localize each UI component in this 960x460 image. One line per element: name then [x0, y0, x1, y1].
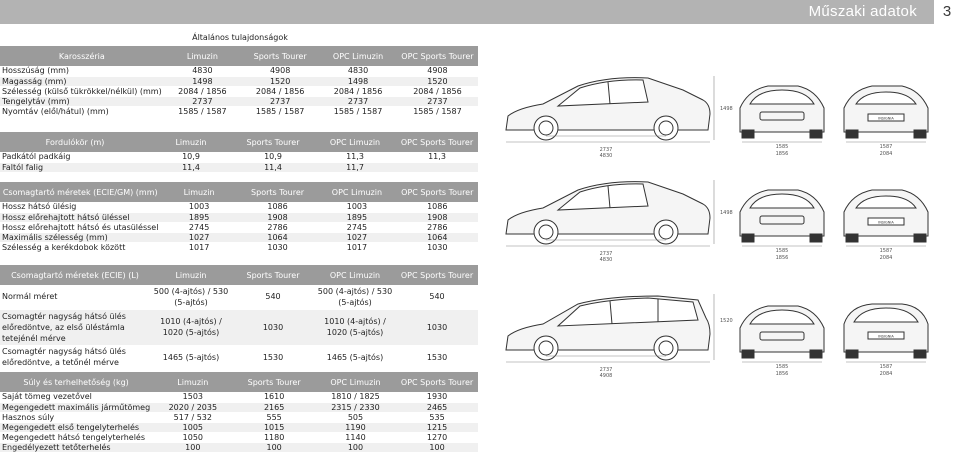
cell: 4908	[241, 66, 319, 76]
cell: 1030	[232, 309, 314, 345]
cell: 1465 (5-ajtós)	[150, 345, 232, 369]
table-row	[0, 402, 478, 412]
table-header-row	[0, 46, 478, 66]
column-header: Súly és terhelhetőség (kg)	[0, 372, 152, 392]
row-label: Hossz előrehajtott hátsó üléssel	[0, 212, 160, 222]
cell: 2020 / 2035	[152, 402, 233, 412]
page-title: Műszaki adatok	[808, 3, 917, 20]
cell: 4830	[319, 66, 397, 76]
row-label: Csomagtér nagyság hátsó ülés előredöntve, a tetőnél mérve	[0, 345, 150, 369]
cell: 2737	[164, 96, 241, 106]
column-header: OPC Sports Tourer	[396, 265, 478, 285]
front-view	[740, 190, 824, 246]
table-row	[0, 66, 478, 76]
column-header: OPC Sports Tourer	[397, 46, 478, 66]
cell: 1908	[238, 212, 318, 222]
badge-label: INSIGNIA	[878, 116, 894, 121]
table-row	[0, 96, 478, 106]
badge-label: INSIGNIA	[878, 334, 894, 339]
row-label: Tengelytáv (mm)	[0, 96, 164, 106]
cell: 1017	[317, 242, 396, 252]
column-header: OPC Limuzin	[314, 132, 396, 152]
cell: 1585 / 1587	[397, 106, 478, 116]
cell: 2786	[238, 222, 318, 232]
cell: 540	[396, 285, 478, 309]
column-header: Limuzin	[152, 372, 233, 392]
column-header: OPC Limuzin	[314, 265, 396, 285]
row-label: Padkától padkáig	[0, 152, 150, 162]
column-header: Limuzin	[160, 182, 237, 202]
cell: 1585 / 1587	[164, 106, 241, 116]
row-label: Faltól falig	[0, 162, 150, 172]
front-track-label: 1585	[775, 248, 789, 254]
cell: 1180	[233, 432, 314, 442]
length-label: 4830	[599, 257, 613, 262]
table-row	[0, 212, 478, 222]
table-row	[0, 422, 478, 432]
table-header-row	[0, 182, 478, 202]
row-label: Hossz előrehajtott hátsó és utasüléssel	[2, 222, 159, 232]
rear-view	[844, 190, 928, 246]
sedan-drawing-1	[498, 68, 960, 158]
row-label: Engedélyezett tetőterhelés	[0, 442, 152, 452]
general-specs-table	[0, 46, 478, 117]
page-number: 3	[930, 0, 960, 24]
table-row	[0, 76, 478, 86]
cell: 2737	[241, 96, 319, 106]
cell: 1027	[317, 232, 396, 242]
cell: 1086	[238, 202, 318, 212]
wheel-icon	[534, 220, 558, 244]
front-width-label: 1856	[775, 371, 789, 377]
column-header: Csomagtartó méretek (ECIE) (L)	[0, 265, 150, 285]
cell: 1520	[397, 76, 478, 86]
table-row	[0, 432, 478, 442]
cell: 1503	[152, 392, 233, 402]
column-header: Sports Tourer	[241, 46, 319, 66]
row-label: Saját tömeg vezetővel	[0, 392, 152, 402]
cell: 1190	[315, 422, 396, 432]
turning-circle-table	[0, 132, 478, 173]
cell: 555	[233, 412, 314, 422]
cell: 2737	[319, 96, 397, 106]
row-label: Hossz hátsó ülésig	[0, 202, 160, 212]
cell: 11,3	[314, 152, 396, 162]
cell: 2084 / 1856	[397, 86, 478, 96]
cell: 1015	[233, 422, 314, 432]
cell: 1520	[241, 76, 319, 86]
table-row	[0, 412, 478, 422]
column-header: Limuzin	[150, 132, 232, 152]
wheel-icon	[654, 116, 678, 140]
wheelbase-label: 2737	[599, 367, 613, 373]
cell: 1003	[160, 202, 237, 212]
cell: 1908	[397, 212, 478, 222]
side-view	[506, 294, 714, 362]
cell: 2786	[397, 222, 478, 232]
table-row	[0, 222, 478, 232]
table-row	[0, 162, 478, 172]
front-track-label: 1585	[775, 144, 789, 150]
row-label: Szélesség a kerékdobok között	[0, 242, 160, 252]
column-header: Sports Tourer	[233, 372, 314, 392]
column-header: Sports Tourer	[232, 132, 314, 152]
length-label: 4908	[599, 373, 613, 378]
cell: 1530	[232, 345, 314, 369]
rear-track-label: 1587	[879, 364, 893, 370]
column-header: OPC Limuzin	[315, 372, 396, 392]
table-header-row	[0, 372, 478, 392]
wheel-icon	[534, 336, 558, 360]
wheelbase-label: 2737	[599, 251, 613, 257]
wheelbase-label: 2737	[599, 147, 613, 153]
column-header: Karosszéria	[0, 46, 164, 66]
table-row	[0, 309, 478, 345]
row-label: Normál méret	[0, 285, 150, 309]
length-label: 4830	[599, 153, 613, 158]
cell: 11,4	[232, 162, 314, 172]
cell: 1030	[238, 242, 318, 252]
rear-width-label: 2084	[879, 371, 893, 377]
cell: 1895	[160, 212, 237, 222]
cell: 1498	[164, 76, 241, 86]
front-track-label: 1585	[775, 364, 789, 370]
row-label: Megengedett hátsó tengelyterhelés	[0, 432, 152, 442]
front-width-label: 1856	[775, 255, 789, 261]
wheel-icon	[534, 116, 558, 140]
rear-track-label: 1587	[879, 248, 893, 254]
column-header: OPC Sports Tourer	[396, 132, 478, 152]
badge-label: INSIGNIA	[878, 220, 894, 225]
general-section-title: Általános tulajdonságok	[192, 33, 288, 42]
cell: 1215	[396, 422, 478, 432]
rear-width-label: 2084	[879, 255, 893, 261]
table-header-row	[0, 265, 478, 285]
cell: 2084 / 1856	[164, 86, 241, 96]
cell: 1930	[396, 392, 478, 402]
cell: 1585 / 1587	[241, 106, 319, 116]
cell: 1064	[397, 232, 478, 242]
row-label: Megengedett első tengelyterhelés	[0, 422, 152, 432]
cell: 1895	[317, 212, 396, 222]
cell: 10,9	[232, 152, 314, 162]
column-header: Fordulókör (m)	[0, 132, 150, 152]
cell: 1498	[319, 76, 397, 86]
front-view	[740, 86, 824, 142]
cell: 100	[315, 442, 396, 452]
table-row	[0, 232, 478, 242]
side-view	[506, 76, 714, 142]
rear-track-label: 1587	[879, 144, 893, 150]
cell: 11,3	[396, 152, 478, 162]
rear-width-label: 2084	[879, 151, 893, 157]
weights-table	[0, 372, 478, 453]
column-header: Limuzin	[150, 265, 232, 285]
cell: 2465	[396, 402, 478, 412]
table-row	[0, 86, 478, 96]
table-row	[0, 202, 478, 212]
column-header: Csomagtartó méretek (ECIE/GM) (mm)	[0, 182, 160, 202]
cell: 1530	[396, 345, 478, 369]
cell: 2084 / 1856	[241, 86, 319, 96]
table-header-row	[0, 132, 478, 152]
cell: 4908	[397, 66, 478, 76]
cell: 1003	[317, 202, 396, 212]
front-width-label: 1856	[775, 151, 789, 157]
cell: 100	[233, 442, 314, 452]
column-header: Sports Tourer	[232, 265, 314, 285]
row-label: Hosszúság (mm)	[0, 66, 164, 76]
cell: 1010 (4-ajtós) / 1020 (5-ajtós)	[314, 309, 396, 345]
rear-view	[844, 86, 928, 142]
wheel-icon	[654, 336, 678, 360]
cell: 4830	[164, 66, 241, 76]
table-row	[0, 285, 478, 309]
table-row	[0, 392, 478, 402]
side-view	[506, 180, 714, 246]
cell: 2315 / 2330	[315, 402, 396, 412]
cell: 2165	[233, 402, 314, 412]
cell: 1585 / 1587	[319, 106, 397, 116]
height-label: 1498	[720, 106, 733, 112]
column-header: OPC Limuzin	[319, 46, 397, 66]
rear-view	[844, 304, 928, 362]
cell: 1064	[238, 232, 318, 242]
cell: 505	[315, 412, 396, 422]
row-label: Megengedett maximális járműtömeg	[2, 402, 151, 412]
cell: 100	[152, 442, 233, 452]
cell: 1017	[160, 242, 237, 252]
table-row	[0, 152, 478, 162]
cell: 1027	[160, 232, 237, 242]
cell: 535	[396, 412, 478, 422]
cell: 1810 / 1825	[315, 392, 396, 402]
cell: 1140	[315, 432, 396, 442]
sedan-drawing-2	[498, 172, 960, 262]
cell: 500 (4-ajtós) / 530 (5-ajtós)	[150, 285, 232, 309]
column-header: Limuzin	[164, 46, 241, 66]
cell: 11,7	[314, 162, 396, 172]
sports-tourer-drawing	[498, 288, 960, 378]
cell: 2737	[397, 96, 478, 106]
cell: 1610	[233, 392, 314, 402]
cell: 1030	[397, 242, 478, 252]
table-row	[0, 242, 478, 252]
cell: 500 (4-ajtós) / 530 (5-ajtós)	[314, 285, 396, 309]
table-row	[0, 345, 478, 369]
cell: 11,4	[150, 162, 232, 172]
cell: 100	[396, 442, 478, 452]
table-row	[0, 442, 478, 452]
cell: 2084 / 1856	[319, 86, 397, 96]
height-label: 1498	[720, 210, 733, 216]
cell	[396, 162, 478, 172]
cell: 2745	[317, 222, 396, 232]
cargo-volume-table	[0, 265, 478, 370]
column-header: OPC Sports Tourer	[396, 372, 478, 392]
height-label: 1520	[720, 318, 733, 324]
column-header: Sports Tourer	[238, 182, 318, 202]
cell: 1005	[152, 422, 233, 432]
top-bar	[0, 0, 960, 24]
cell: 1086	[397, 202, 478, 212]
table-row	[0, 106, 478, 116]
cell: 10,9	[150, 152, 232, 162]
row-label: Nyomtáv (elől/hátul) (mm)	[0, 106, 164, 116]
column-header: OPC Sports Tourer	[397, 182, 478, 202]
row-label: Maximális szélesség (mm)	[0, 232, 160, 242]
cell: 517 / 532	[152, 412, 233, 422]
cargo-dimensions-table	[0, 182, 478, 253]
row-label: Hasznos súly	[0, 412, 152, 422]
cell: 1465 (5-ajtós)	[314, 345, 396, 369]
cell: 1270	[396, 432, 478, 442]
cell: 1050	[152, 432, 233, 442]
cell: 1010 (4-ajtós) / 1020 (5-ajtós)	[150, 309, 232, 345]
cell: 540	[232, 285, 314, 309]
column-header: OPC Limuzin	[317, 182, 396, 202]
cell: 2745	[160, 222, 237, 232]
wheel-icon	[654, 220, 678, 244]
cell: 1030	[396, 309, 478, 345]
row-label: Szélesség (külső tükrökkel/nélkül) (mm)	[2, 86, 162, 96]
row-label: Magasság (mm)	[0, 76, 164, 86]
row-label: Csomagtér nagyság hátsó ülés előredöntve, az első üléstámla tetejénél mérve	[0, 309, 150, 345]
front-view	[740, 306, 824, 362]
